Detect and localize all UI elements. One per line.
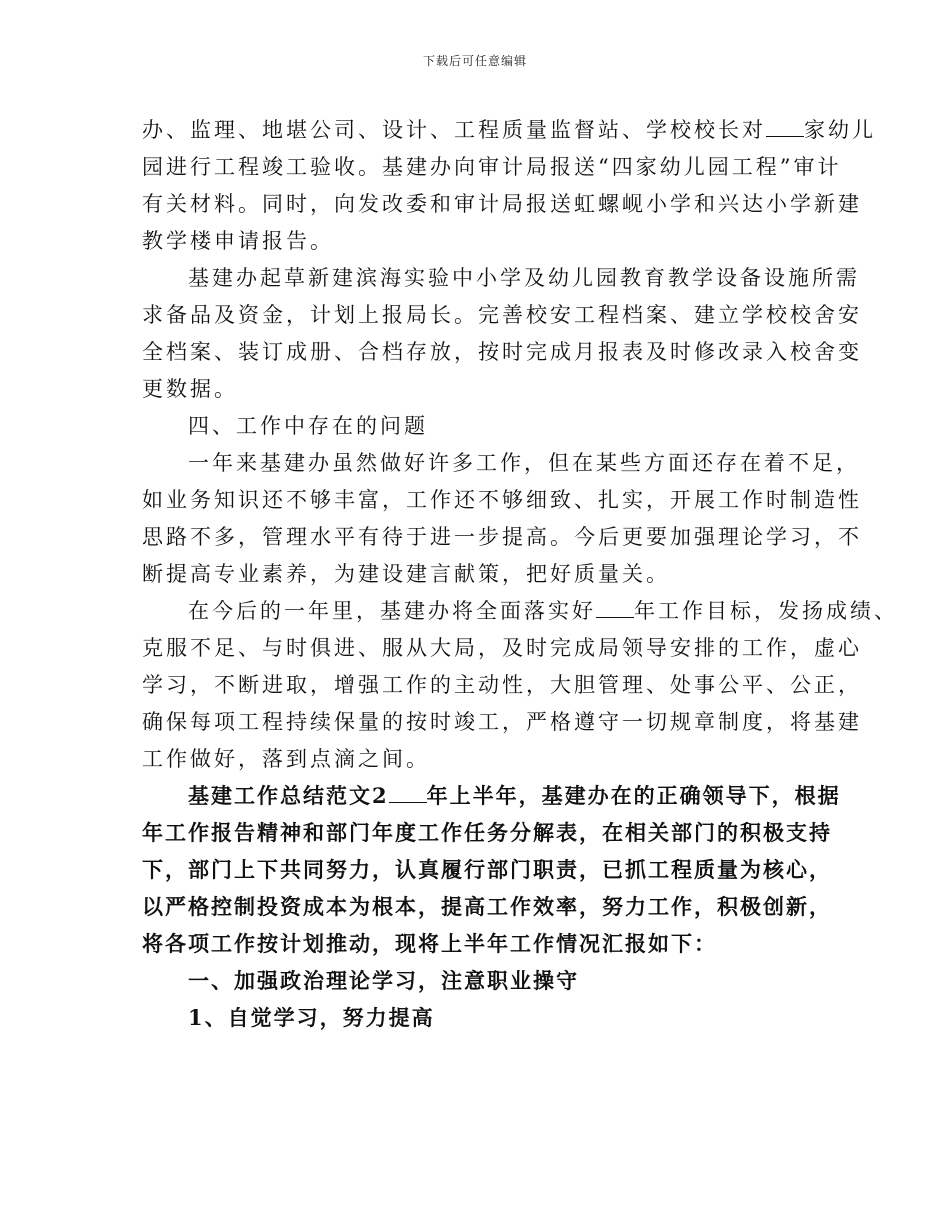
text-segment: 基建工作总结范文2 [188,783,389,808]
paragraph-line: 更数据。 [142,377,238,401]
paragraph-line: 确保每项工程持续保量的按时竣工，严格遵守一切规章制度，将基建 [142,710,862,734]
paragraph-line: 教学楼申请报告。 [142,229,334,253]
paragraph-line: 一年来基建办虽然做好许多工作，但在某些方面还存在着不足， [188,451,860,475]
paragraph-line: 求备品及资金，计划上报局长。完善校安工程档案、建立学校校舍安 [142,303,862,327]
paragraph-line [188,784,841,808]
paragraph-line: 思路不多，管理水平有待于进一步提高。今后更要加强理论学习，不 [142,525,862,549]
text-segment: 在今后的一年里，基建办将全面落实好 [188,599,596,623]
paragraph-line: 工作做好，落到点滴之间。 [142,747,430,771]
text-segment: 年上半年，基建办在的正确领导下，根据 [426,783,841,808]
paragraph-line: 如业务知识还不够丰富，工作还不够细致、扎实，开展工作时制造性 [142,488,862,512]
subsection-heading: 1、自觉学习，努力提高 [188,1005,435,1030]
paragraph-line: 年工作报告精神和部门年度工作任务分解表，在相关部门的积极支持 [142,820,832,845]
fill-blank [596,599,634,618]
paragraph-line: 学习，不断进取，增强工作的主动性，大胆管理、处事公平、公正， [142,673,862,697]
paragraph-line: 园进行工程竣工验收。基建办向审计局报送“四家幼儿园工程”审计 [142,155,842,179]
page-header: 下载后可任意编辑 [422,54,527,68]
section-heading: 四、工作中存在的问题 [188,414,428,438]
text-segment: 家幼儿 [804,118,876,142]
paragraph-line: 以严格控制投资成本为根本，提高工作效率，努力工作，积极创新， [142,894,832,919]
paragraph-line: 断提高专业素养，为建设建言献策，把好质量关。 [142,562,670,586]
fill-blank [389,784,427,803]
paragraph-line: 将各项工作按计划推动，现将上半年工作情况汇报如下： [142,931,717,956]
text-segment: 办、监理、地堪公司、设计、工程质量监督站、学校校长对 [142,118,766,142]
paragraph-line: 全档案、装订成册、合档存放，按时完成月报表及时修改录入校舍变 [142,340,862,364]
text-segment: 年工作目标，发扬成绩、 [634,599,898,623]
section-heading: 一、加强政治理论学习，注意职业操守 [188,968,579,993]
paragraph-line: 基建办起草新建滨海实验中小学及幼儿园教育教学设备设施所需 [188,266,860,290]
paragraph-line [142,118,876,142]
fill-blank [766,118,804,137]
paragraph-line: 下，部门上下共同努力，认真履行部门职责，已抓工程质量为核心， [142,857,832,882]
paragraph-line: 克服不足、与时俱进、服从大局，及时完成局领导安排的工作，虚心 [142,636,862,660]
paragraph-line: 有关材料。同时，向发改委和审计局报送虹螺岘小学和兴达小学新建 [142,192,862,216]
paragraph-line [188,599,898,623]
